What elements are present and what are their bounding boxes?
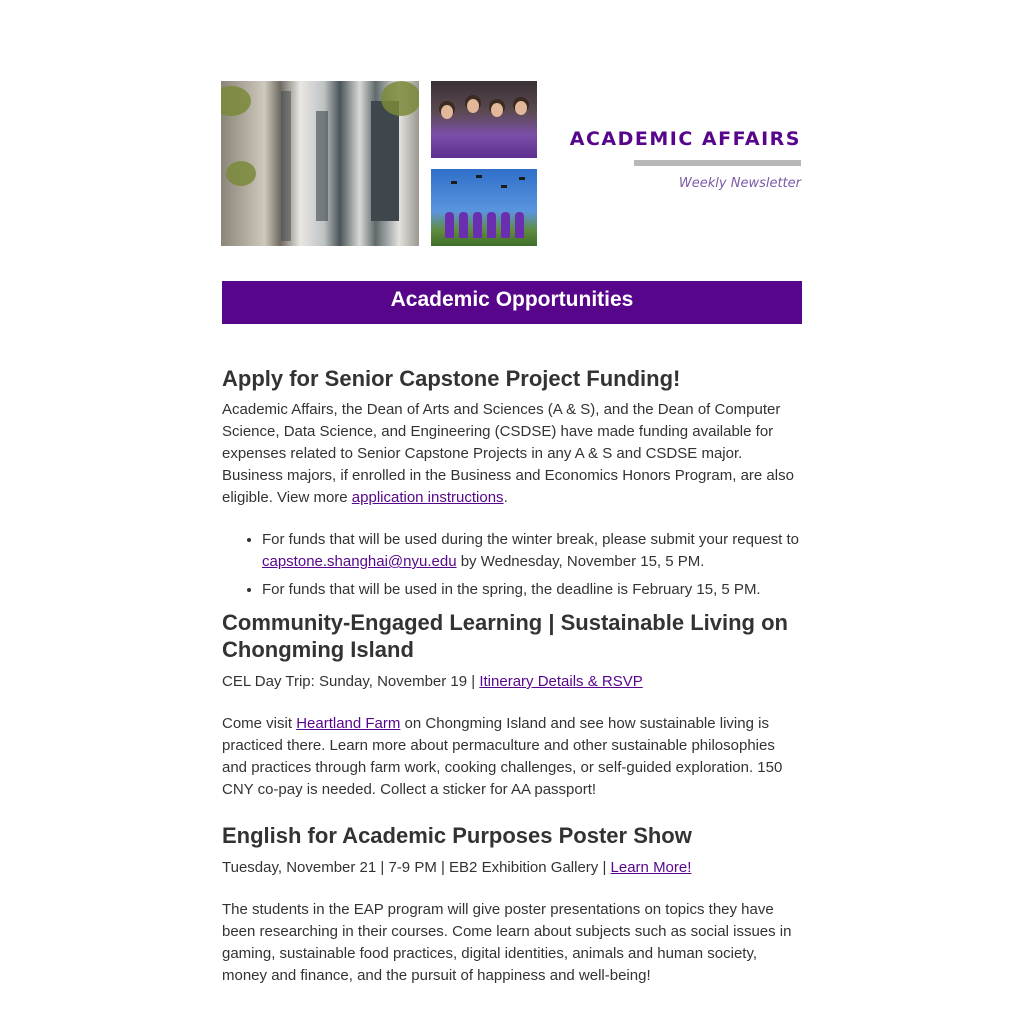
brand-title: ACADEMIC AFFAIRS [569, 128, 801, 150]
funding-deadlines-list [222, 529, 804, 601]
students-photo [431, 81, 537, 158]
capstone-funding-title: Apply for Senior Capstone Project Funding! [222, 366, 681, 391]
graduation-photo [431, 169, 537, 246]
brand-subtitle: Weekly Newsletter [678, 176, 801, 191]
capstone-funding-period: . [503, 489, 508, 506]
winter-deadline-text: For funds that will be used during the winter break, please submit your request to [262, 531, 799, 548]
section-banner: Academic Opportunities [222, 281, 802, 324]
cel-meta [222, 671, 804, 693]
cel-body-text: on Chongming Island and see how sustainable living is practiced there. Learn more about permaculture and other sustainable philosophies and practices through farm work, cooking challenges, or self-guided exploration. 150 CNY co-pay is needed. Collect a sticker for AA passport! [222, 715, 783, 798]
newsletter-header [221, 81, 801, 246]
newsletter-content [222, 362, 804, 987]
heartland-farm-link[interactable]: Heartland Farm [296, 715, 401, 732]
list-item [262, 529, 804, 573]
cel-body-intro: Come visit [222, 715, 297, 732]
brand-divider [634, 160, 801, 166]
capstone-funding-text: Academic Affairs, the Dean of Arts and Sciences (A & S), and the Dean of Computer Science, Data Science, and Engineering (CSDSE) have made funding available for expenses related to Senior Capstone Projects in any A & S and CSDSE major. Business majors, if enrolled in the Business and Economics Honors Program, are also eligible. View more [222, 401, 794, 506]
winter-deadline-date: by Wednesday, November 15, 5 PM. [456, 553, 705, 570]
cel-date: CEL Day Trip: Sunday, November 19 | [222, 673, 480, 690]
cel-title: Community-Engaged Learning | Sustainable Living on Chongming Island [222, 610, 788, 662]
eap-date: Tuesday, November 21 | 7-9 PM | EB2 Exhibition Gallery | [222, 859, 611, 876]
capstone-email-link[interactable]: capstone.shanghai@nyu.edu [262, 553, 457, 570]
eap-body: The students in the EAP program will give poster presentations on topics they have been researching in their courses. Come learn about subjects such as social issues in gaming, sustainable food practices, digital identities, animals and human society, money and finance, and the pursuit of happiness and well-being! [222, 901, 792, 984]
building-photo [221, 81, 419, 246]
capstone-funding-body [222, 399, 804, 509]
learn-more-link[interactable]: Learn More! [610, 859, 692, 876]
application-instructions-link[interactable]: application instructions [351, 489, 504, 506]
eap-poster-title: English for Academic Purposes Poster Show [222, 823, 692, 848]
itinerary-rsvp-link[interactable]: Itinerary Details & RSVP [479, 673, 643, 690]
eap-meta [222, 857, 804, 879]
cel-body [222, 713, 804, 801]
list-item: • For funds that will be used in the spring, the deadline is February 15, 5 PM. [262, 579, 804, 601]
